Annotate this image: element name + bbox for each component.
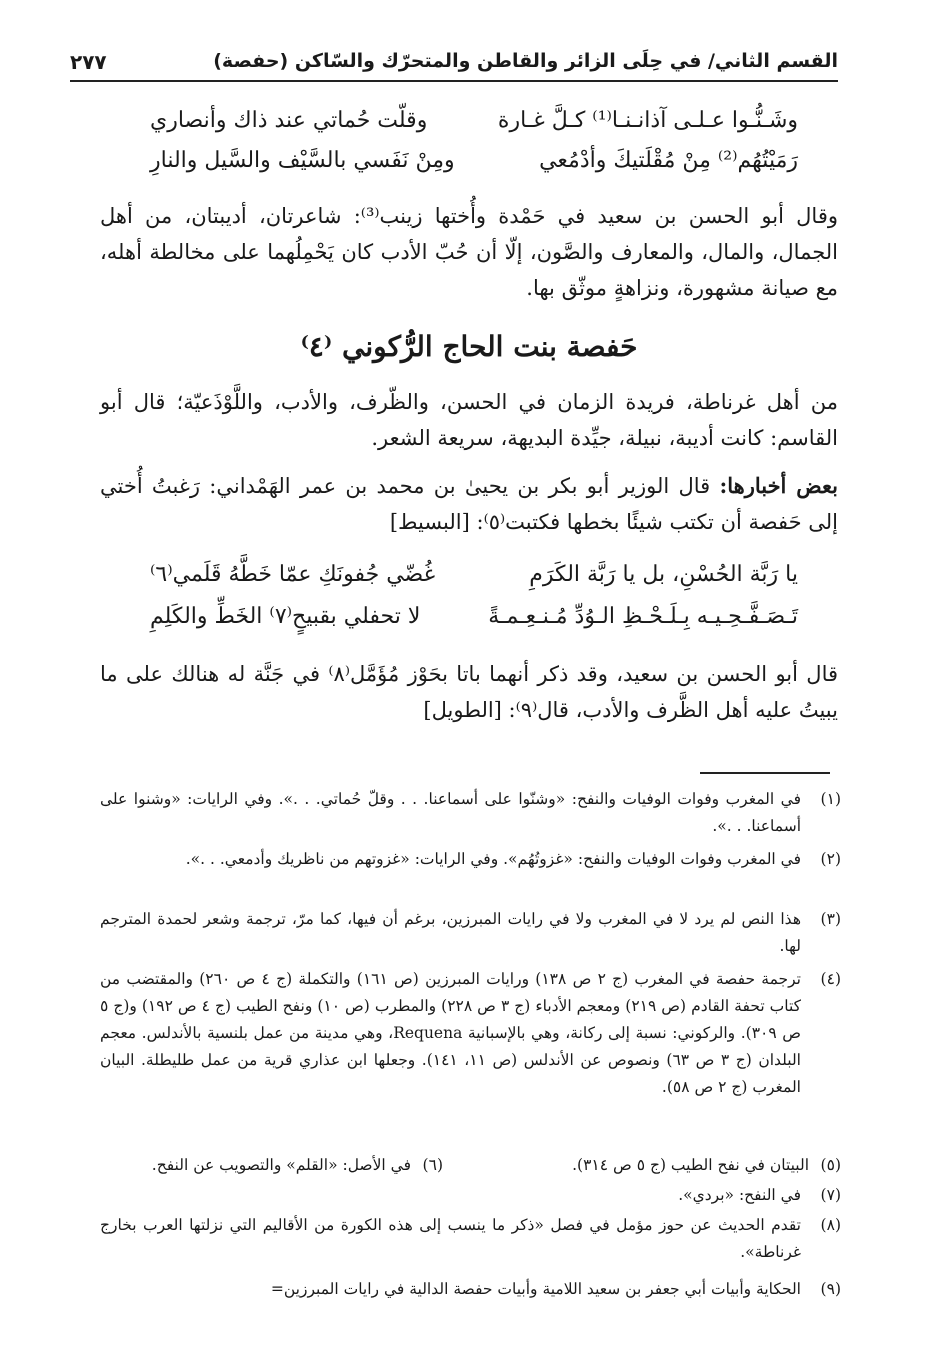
verse-line xyxy=(150,148,798,182)
verse-hemistich-second: لا تحفلي بقبيحٍ⁽٧⁾ الخَطِّ والكَلِمِ xyxy=(150,604,421,629)
running-header xyxy=(70,44,838,82)
footnote-text: تقدم الحديث عن حوز مؤمل في فصل «ذكر ما ينسب إلى هذه الكورة من الأقاليم التي نزلتها العرب بخارج غرناطة». xyxy=(100,1216,801,1261)
running-title: القسم الثاني/ في حِلَى الزائر والقاطن والمتحرّك والسّاكن (حفصة) xyxy=(213,50,838,72)
footnote xyxy=(100,1212,841,1266)
footnote-text: في المغرب وفوات الوفيات والنفح: «وشنّوا على أسماعنا. . . وقلّ حُماتي. . .». وفي الرايات: «وشنوا على أسماعنا. . .». xyxy=(100,790,801,835)
footnote-text: في النفح: «بردي». xyxy=(678,1186,801,1204)
footnote-number: (٩) xyxy=(820,1280,841,1298)
footnote-number: (١) xyxy=(820,790,841,808)
verse-hemistich-second: وقلّت حُماتي عند ذاك وأنصاري xyxy=(150,108,428,133)
verse-hemistich-first: يا رَبَّة الحُسْنِ، بل يا رَبَّة الكَرَمِ xyxy=(529,562,798,587)
footnote-text: ترجمة حفصة في المغرب (ج ٢ ص ١٣٨) ورايات المبرزين (ص ١٦١) والتكملة (ج ٤ ص ٢٦٠) والمقتضب من كتاب تحفة القادم (ص ٢١٩) ومعجم الأدباء (ج ٣ ص ٢٢٨) والمطرب (ص ١٠) ونفح الطيب (ج ٤ ص ١٩٢) و(ج ٥ ص ٣٠٩). والركوني: نسبة إلى ركانة، وهي بالإسبانية Requena، وهي مدينة من عمل بلنسية بالأندلس. معجم البلدان (ج ٣ ص ٦٣) ونصوص عن الأندلس (ص ١١، ١٤١). وجعلها ابن عذاري قرية من عمل طليطلة. البيان المغرب (ج ٢ ص ٥٨). xyxy=(100,970,802,1096)
footnote-number: (٣) xyxy=(820,910,841,928)
paragraph-news-text: قال الوزير أبو بكر بن يحيىٰ بن محمد بن عمر الهَمْداني: رَغبتُ أُختي إلى حَفصة أن تكتب شيئًا بخطها فكتبت⁽٥⁾: [البسيط] xyxy=(100,474,838,534)
verse-hemistich-first: تَـصَـفَّـحِـيـه بِـلَـحْـظِ الـوُدِّ مُـنـعِـمـةً xyxy=(488,604,798,629)
footnote xyxy=(100,966,841,1101)
footnote-number: (٥) xyxy=(820,1156,841,1174)
paragraph-news xyxy=(100,468,838,540)
footnote-number: (٦) xyxy=(422,1156,443,1174)
paragraph-hafsa-bio: من أهل غرناطة، فريدة الزمان في الحسن، والظّرف، والأدب، واللَّوْذَعيّة؛ قال أبو القاسم: كانت أديبة، نبيلة، جيِّدة البديهة، سريعة الشعر. xyxy=(100,390,838,450)
footnote-number: (٨) xyxy=(820,1216,841,1234)
footnote-text: هذا النص لم يرد لا في المغرب ولا في رايات المبرزين، برغم أن فيها، كما مرّ، ترجمة وشعر لحمدة المترجم لها. xyxy=(100,910,801,955)
verse-hemistich-first: وشَـنُّـوا عـلـى آذانـنـا⁽¹⁾ كـلَّ غـارة xyxy=(497,108,798,133)
verse-line xyxy=(150,562,798,596)
footnote xyxy=(100,1182,841,1209)
footnote-text: الحكاية وأبيات أبي جعفر بن سعيد اللامية وأبيات حفصة الدالية في رايات المبرزين= xyxy=(270,1280,801,1298)
footnote-number: (٧) xyxy=(820,1186,841,1204)
verse-line xyxy=(150,108,798,142)
footnote xyxy=(100,906,841,960)
footnote xyxy=(100,846,841,873)
paragraph-abul-hasan: قال أبو الحسن بن سعيد، وقد ذكر أنهما باتا بحَوْز مُؤَمَّل⁽٨⁾ في جَنَّة له هنالك على ما يبيتُ عليه أهل الظَّرف والأدب، قال⁽٩⁾: [الطويل] xyxy=(100,662,839,722)
verse-hemistich-second: ومِنْ نَفَسي بالسَّيْف والسَّيل والنارِ xyxy=(150,148,455,173)
footnote-row xyxy=(100,1152,841,1179)
footnote-text: البيتان في نفح الطيب (ج ٥ ص ٣١٤). xyxy=(572,1156,809,1174)
paragraph-hamda: وقال أبو الحسن بن سعيد في حَمْدة وأُختها زينب⁽³⁾: شاعرتان، أديبتان، من أهل الجمال، والمال، والمعارف والصَّون، إلّا أن حُبّ الأدب كان يَحْمِلُهما على مخالطة أهله، مع صيانة مشهورة، ونزاهةٍ موثّق بها. xyxy=(100,204,838,300)
footnote xyxy=(100,786,841,840)
paragraph-news-label: بعض أخبارها: xyxy=(719,473,838,498)
footnote-number: (٢) xyxy=(820,850,841,868)
verse-hemistich-second: غُضّي جُفونَكِ عمّا خَطَّهُ قَلَمي⁽٦⁾ xyxy=(150,562,436,587)
section-heading: حَفصة بنت الحاج الرُّكوني ⁽٤⁾ xyxy=(300,330,638,363)
footnote-separator xyxy=(700,772,830,774)
verse-line xyxy=(150,604,798,638)
page-number: ٢٧٧ xyxy=(70,50,107,74)
footnote-number: (٤) xyxy=(820,970,841,988)
footnote xyxy=(100,1276,841,1303)
footnote-text: في المغرب وفوات الوفيات والنفح: «غزوتُهُم». وفي الرايات: «غزوتهم من ناظريك وأدمعي. . .». xyxy=(185,850,801,868)
footnote-text: في الأصل: «القلم» والتصويب عن النفح. xyxy=(151,1156,411,1174)
verse-hemistich-first: رَمَيْتُهُم⁽²⁾ مِنْ مُقْلَتيكَ وأدْمُعي xyxy=(539,148,798,173)
